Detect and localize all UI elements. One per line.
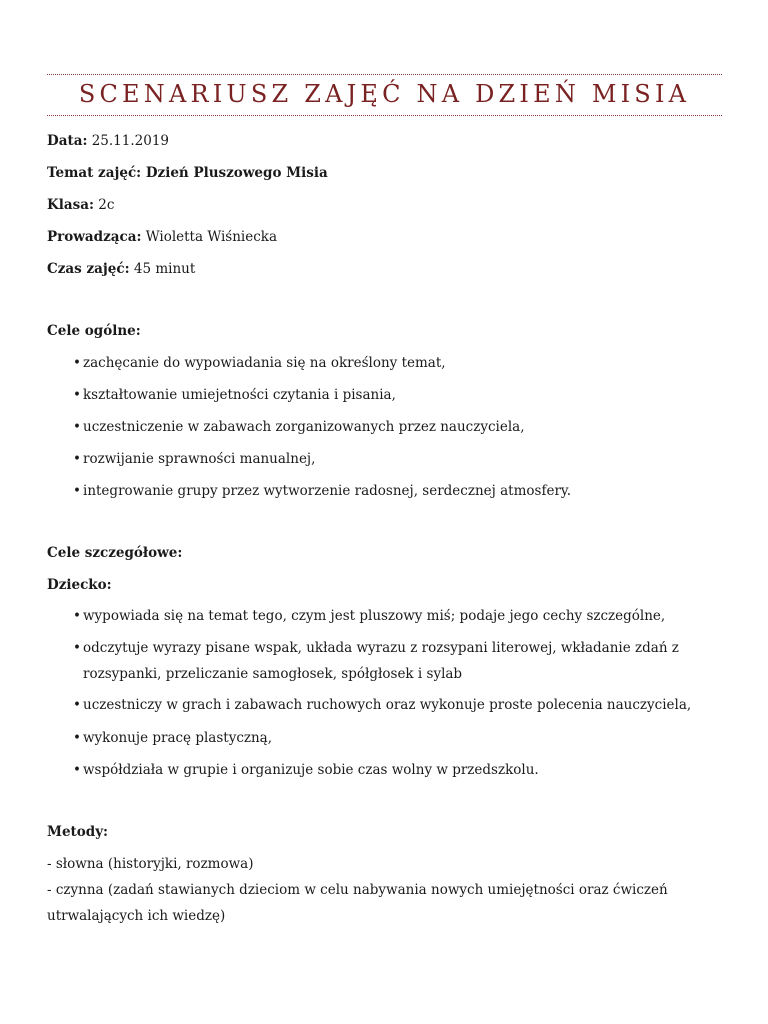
bullet-icon: • — [73, 730, 81, 746]
bullet-icon: • — [73, 419, 81, 435]
class-label: Klasa: — [47, 197, 94, 213]
methods-line: utrwalających ich wiedzę) — [47, 908, 226, 924]
date-line — [47, 133, 169, 149]
methods-line: - czynna (zadań stawianych dzieciom w celu nabywania nowych umiejętności oraz ćwiczeń — [47, 882, 668, 898]
list-item: • kształtowanie umiejetności czytania i pisania, — [73, 387, 396, 403]
list-item: • odczytuje wyrazy pisane wspak, układa wyrazu z rozsypani literowej, wkładanie zdań z — [73, 640, 679, 656]
bullet-icon: • — [73, 762, 81, 778]
list-item: • współdziała w grupie i organizuje sobie czas wolny w przedszkolu. — [73, 762, 539, 778]
list-item: • integrowanie grupy przez wytworzenie radosnej, serdecznej atmosfery. — [73, 483, 572, 499]
teacher-value: Wioletta Wiśniecka — [141, 229, 278, 245]
bullet-icon: • — [73, 640, 81, 656]
general-goals-heading: Cele ogólne: — [47, 323, 141, 339]
class-value: 2c — [93, 197, 115, 213]
teacher-label: Prowadząca: — [47, 229, 142, 245]
list-item-continuation: rozsypanki, przeliczanie samogłosek, spółgłosek i sylab — [83, 666, 463, 682]
class-line — [47, 197, 114, 213]
page-title: SCENARIUSZ ZAJĘĆ NA DZIEŃ MISIA — [78, 80, 691, 108]
time-line — [47, 261, 195, 277]
list-item: • wykonuje pracę plastyczną, — [73, 730, 273, 746]
teacher-line — [47, 229, 277, 245]
list-item: • uczestniczenie w zabawach zorganizowanych przez nauczyciela, — [73, 419, 525, 435]
bullet-icon: • — [73, 355, 81, 371]
time-value: 45 minut — [129, 261, 196, 277]
methods-line: - słowna (historyjki, rozmowa) — [47, 856, 254, 872]
list-item: • wypowiada się na temat tego, czym jest pluszowy miś; podaje jego cechy szczególne, — [73, 608, 666, 624]
bullet-icon: • — [73, 451, 81, 467]
topic-line: Temat zajęć: Dzień Pluszowego Misia — [47, 165, 328, 181]
date-label: Data: — [47, 133, 88, 149]
list-item: • zachęcanie do wypowiadania się na określony temat, — [73, 355, 446, 371]
bullet-icon: • — [73, 608, 81, 624]
time-label: Czas zajęć: — [47, 261, 130, 277]
bullet-icon: • — [73, 697, 81, 713]
list-item: • rozwijanie sprawności manualnej, — [73, 451, 316, 467]
methods-heading: Metody: — [47, 824, 109, 840]
title-block — [47, 74, 722, 116]
bullet-icon: • — [73, 387, 81, 403]
specific-goals-heading: Cele szczegółowe: — [47, 545, 183, 561]
date-value: 25.11.2019 — [87, 133, 170, 149]
child-subheading: Dziecko: — [47, 577, 112, 593]
bullet-icon: • — [73, 483, 81, 499]
list-item: • uczestniczy w grach i zabawach ruchowych oraz wykonuje proste polecenia nauczyciela, — [73, 697, 692, 713]
